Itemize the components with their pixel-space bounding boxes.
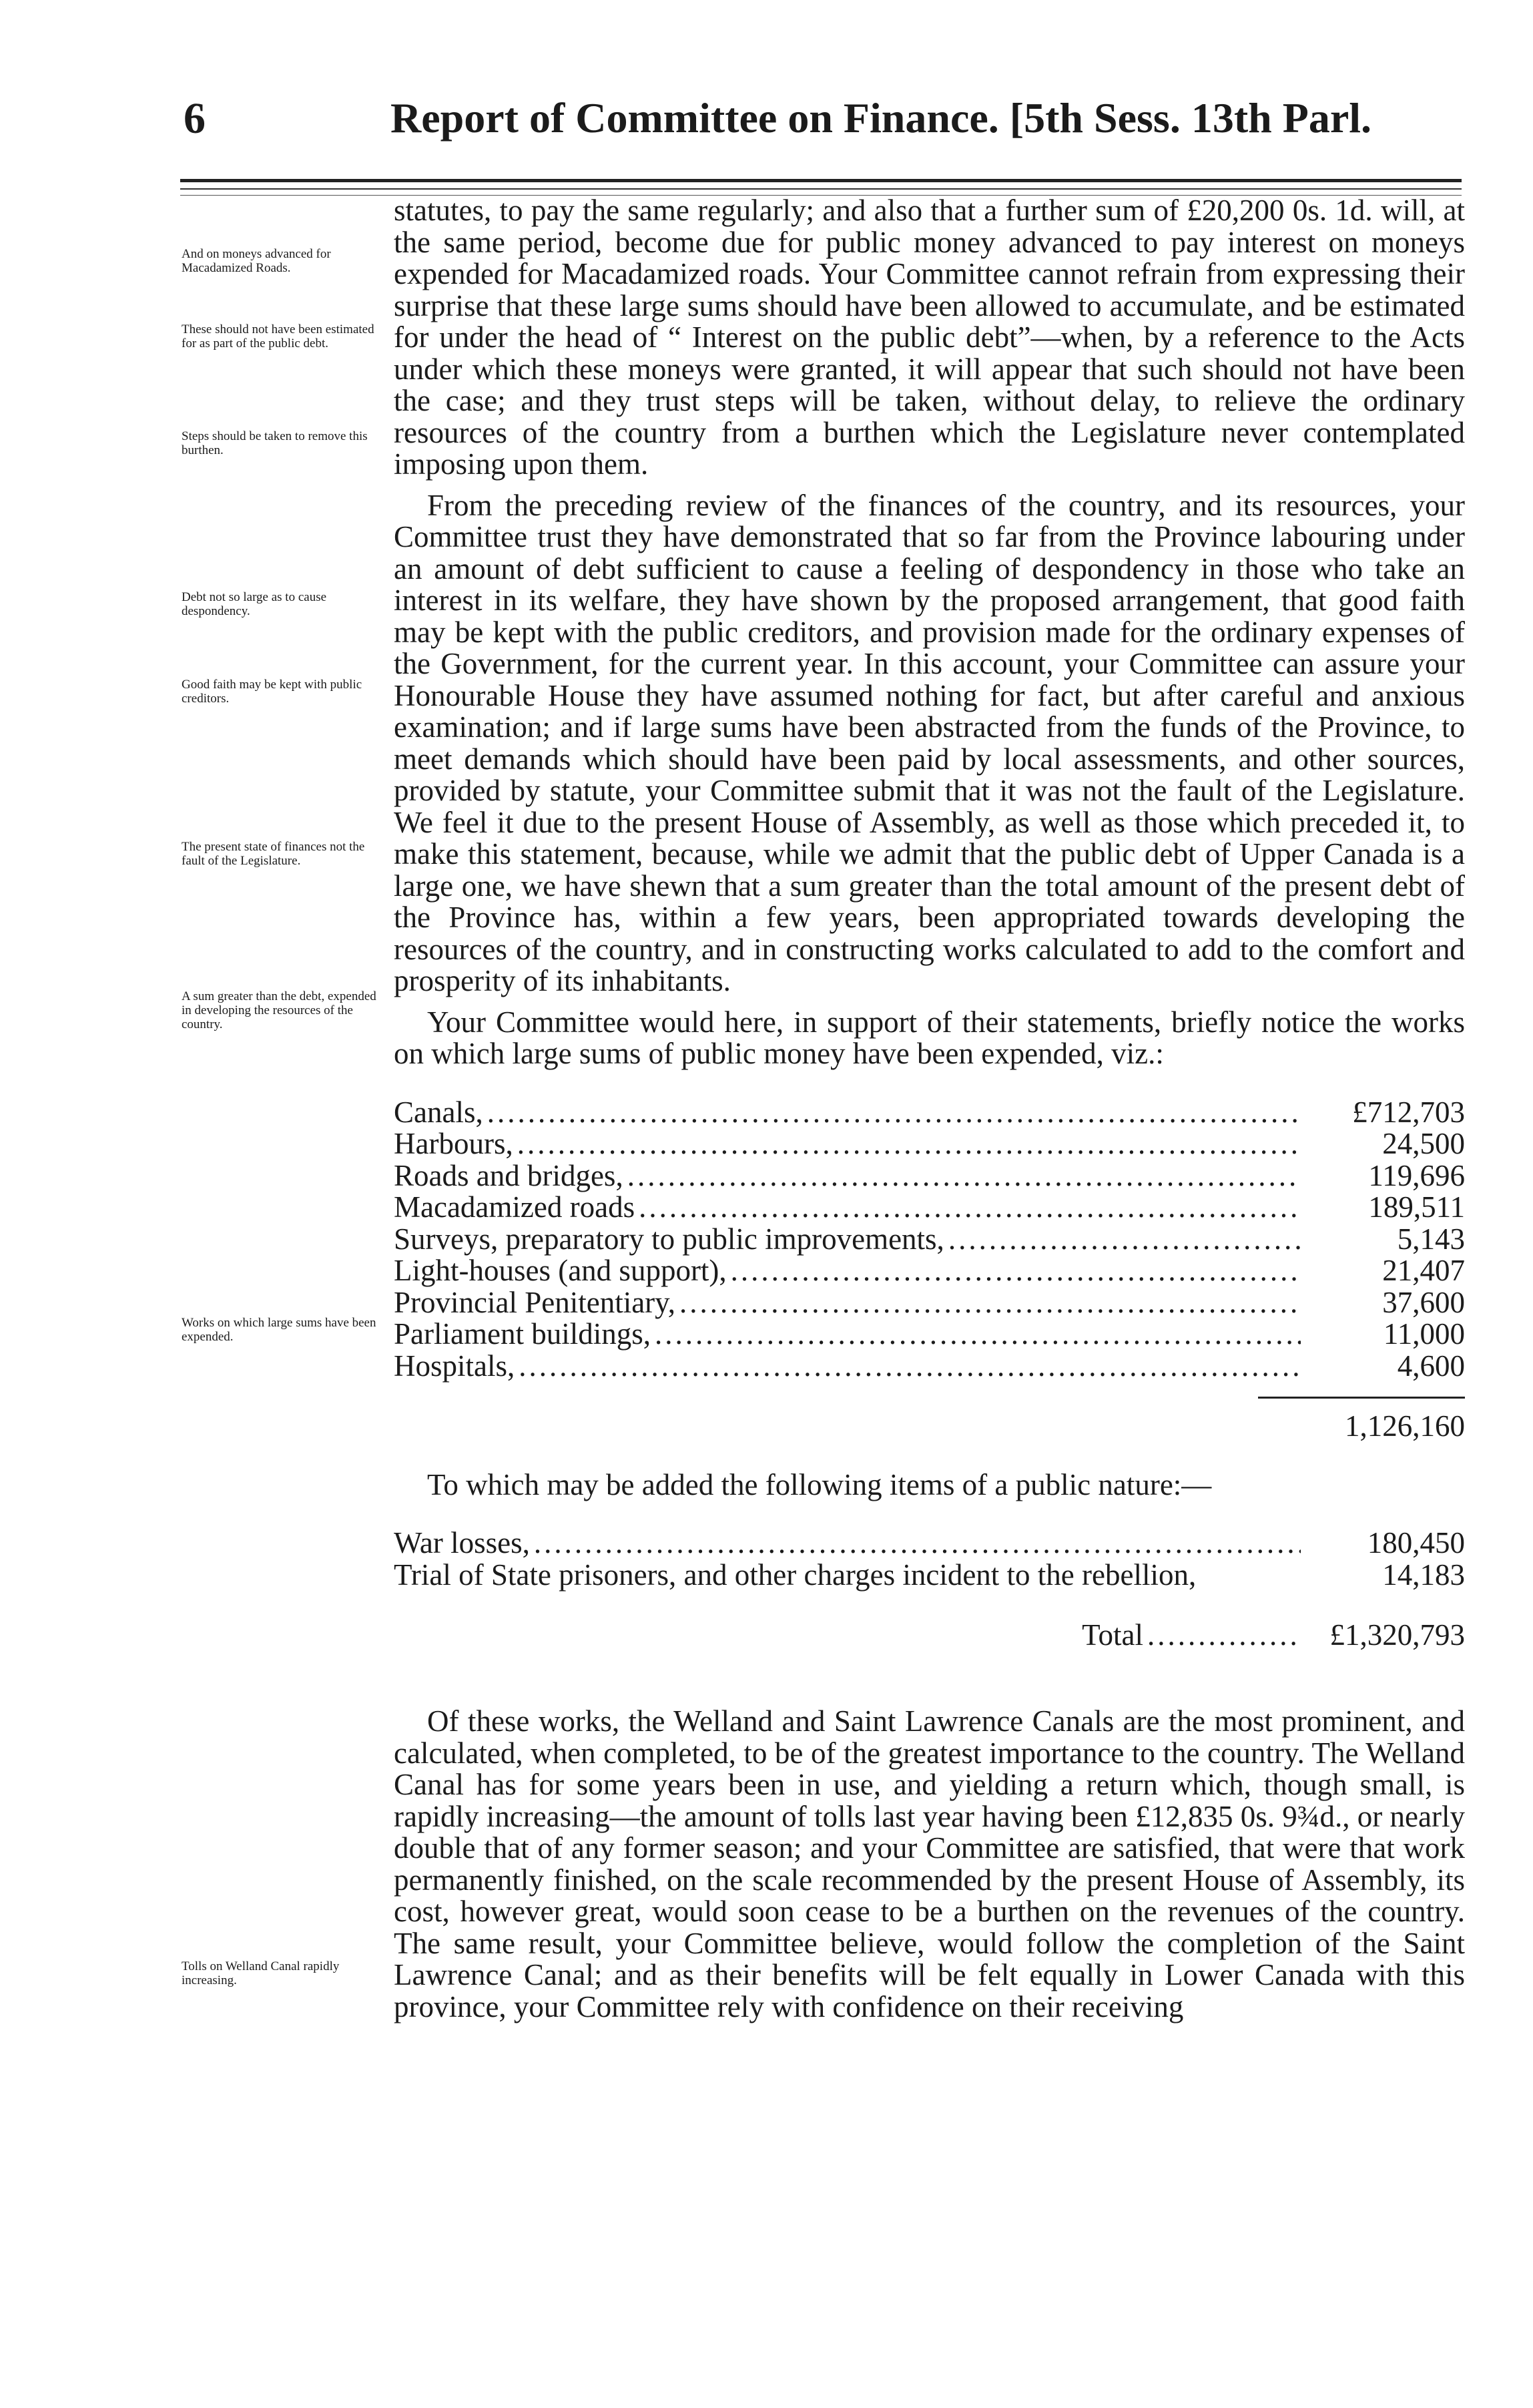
paragraph: From the preceding review of the finances of the country, and its resources, your Committee trust they have demonstrated that so far from the Province labouring under an amount of debt sufficient to cause a feeling of despondency in those who take an interest in its welfare, they have shown by the proposed arrangement, that good faith may be kept with the public creditors, and provision made for the ordinary expenses of the Government, for the current year. In this account, your Committee can assure your Honourable House they have assumed nothing for fact, but after careful and anxious examination; and if large sums have been abstracted from the funds of the Province, to meet demands which should have been paid by local assessments, and other sources, provided by statute, your Committee submit that it was not the fault of the Legislature. We feel it due to the present House of Assembly, as well as those which preceded it, to make this statement, because, while we admit that the public debt of Upper Canada is a large one, we have shewn that a sum greater than the total amount of the present debt of the Province has, within a few years, been appropriated towards developing the resources of the country, and in constructing works calculated to add to the comfort and prosperity of its inhabitants. xyxy=(394,488,1465,997)
row-amount: 180,450 xyxy=(1367,1526,1465,1559)
table-row xyxy=(394,1255,1465,1287)
row-amount: 24,500 xyxy=(1382,1127,1465,1160)
row-amount: £712,703 xyxy=(1352,1095,1465,1129)
table-row xyxy=(394,1192,1465,1224)
row-label: Harbours, xyxy=(394,1127,513,1160)
margin-note: A sum greater than the debt, expended in developing the resources of the country. xyxy=(182,989,376,1031)
margin-note: Tolls on Welland Canal rapidly increasing. xyxy=(182,1959,340,1987)
paragraph: statutes, to pay the same regularly; and also that a further sum of £20,200 0s. 1d. will, at the same period, become due for public money advanced to pay interest on moneys expended for Macadamized roads. Your Committee cannot refrain from expressing their surprise that these large sums should have been allowed to accumulate, and be estimated for under the head of “ Interest on the public debt”—when, by a reference to the Acts under which these moneys were granted, it will appear that such should not have been the case; and they trust steps will be taken, without delay, to relieve the ordinary resources of the country from a burthen which the Legislature never contemplated imposing upon them. xyxy=(394,194,1465,481)
page-number: 6 xyxy=(184,94,206,143)
row-label: Provincial Penitentiary, xyxy=(394,1285,675,1319)
margin-note: Works on which large sums have been expended. xyxy=(182,1316,376,1344)
row-label: War losses, xyxy=(394,1526,530,1559)
page-header xyxy=(184,93,1458,167)
table-row xyxy=(394,1559,1465,1592)
table-row xyxy=(394,1318,1465,1351)
row-label: Canals, xyxy=(394,1095,483,1129)
row-label: Surveys, preparatory to public improvements, xyxy=(394,1222,944,1256)
table-row xyxy=(394,1287,1465,1319)
row-label: Roads and bridges, xyxy=(394,1158,623,1192)
row-amount: 4,600 xyxy=(1397,1349,1465,1383)
table-row xyxy=(394,1097,1465,1129)
row-amount: 14,183 xyxy=(1382,1557,1465,1592)
row-amount: 11,000 xyxy=(1383,1317,1465,1351)
paragraph: Of these works, the Welland and Saint Lawrence Canals are the most prominent, and calculated, when completed, to be of the greatest importance to the country. The Welland Canal has for some years been in use, and yielding a return which, though small, is rapidly increasing—the amount of tolls last year having been £12,835 0s. 9¾d., or nearly double that of any former season; and your Committee are satisfied, that were that work permanently finished, on the scale recommended by the present House of Assembly, its cost, however great, would soon cease to be a burthen on the revenues of the country. The same result, your Committee believe, would follow the completion of the Saint Lawrence Canal; and as their benefits will be felt equally in Lower Canada with this province, your Committee rely with confidence on their receiving xyxy=(394,1704,1465,2023)
header-rule-thin xyxy=(180,188,1462,190)
margin-note: And on moneys advanced for Macadamized Roads. xyxy=(182,247,331,275)
paragraph: To which may be added the following items of a public nature:— xyxy=(427,1467,1212,1501)
row-amount: 189,511 xyxy=(1368,1190,1465,1224)
margin-note: Good faith may be kept with public creditors. xyxy=(182,678,362,706)
grand-total-row xyxy=(394,1618,1465,1652)
margin-note: These should not have been estimated for as part of the public debt. xyxy=(182,322,374,350)
total-label: Total xyxy=(1082,1618,1143,1652)
total-amount: £1,320,793 xyxy=(1329,1618,1465,1652)
margin-note: The present state of finances not the fault of the Legislature. xyxy=(182,840,365,868)
row-label: Light-houses (and support), xyxy=(394,1254,727,1287)
row-label: Trial of State prisoners, and other charges incident to the rebellion, xyxy=(394,1557,1197,1592)
row-amount: 119,696 xyxy=(1368,1158,1465,1192)
works-subtotal: 1,126,160 xyxy=(1345,1409,1465,1443)
table-row xyxy=(394,1160,1465,1192)
row-label: Macadamized roads xyxy=(394,1190,635,1224)
margin-note: Debt not so large as to cause despondency. xyxy=(182,590,327,618)
subtotal-rule xyxy=(1258,1397,1465,1399)
table-row xyxy=(394,1527,1465,1559)
public-items-table xyxy=(394,1527,1465,1591)
header-rule xyxy=(180,179,1462,182)
row-amount: 21,407 xyxy=(1382,1254,1465,1287)
row-label: Hospitals, xyxy=(394,1349,515,1383)
table-row xyxy=(394,1128,1465,1160)
main-text-column xyxy=(394,195,1465,2023)
row-amount: 37,600 xyxy=(1382,1285,1465,1319)
margin-note: Steps should be taken to remove this burthen. xyxy=(182,429,368,457)
table-row xyxy=(394,1224,1465,1256)
works-expenditure-table xyxy=(394,1097,1465,1443)
row-label: Parliament buildings, xyxy=(394,1317,651,1351)
paragraph: Your Committee would here, in support of their statements, briefly notice the works on which large sums of public money have been expended, viz.: xyxy=(394,1005,1465,1070)
table-row xyxy=(394,1351,1465,1383)
running-title: Report of Committee on Finance. [5th Sess. 13th Parl. xyxy=(390,94,1371,142)
row-amount: 5,143 xyxy=(1397,1222,1465,1256)
